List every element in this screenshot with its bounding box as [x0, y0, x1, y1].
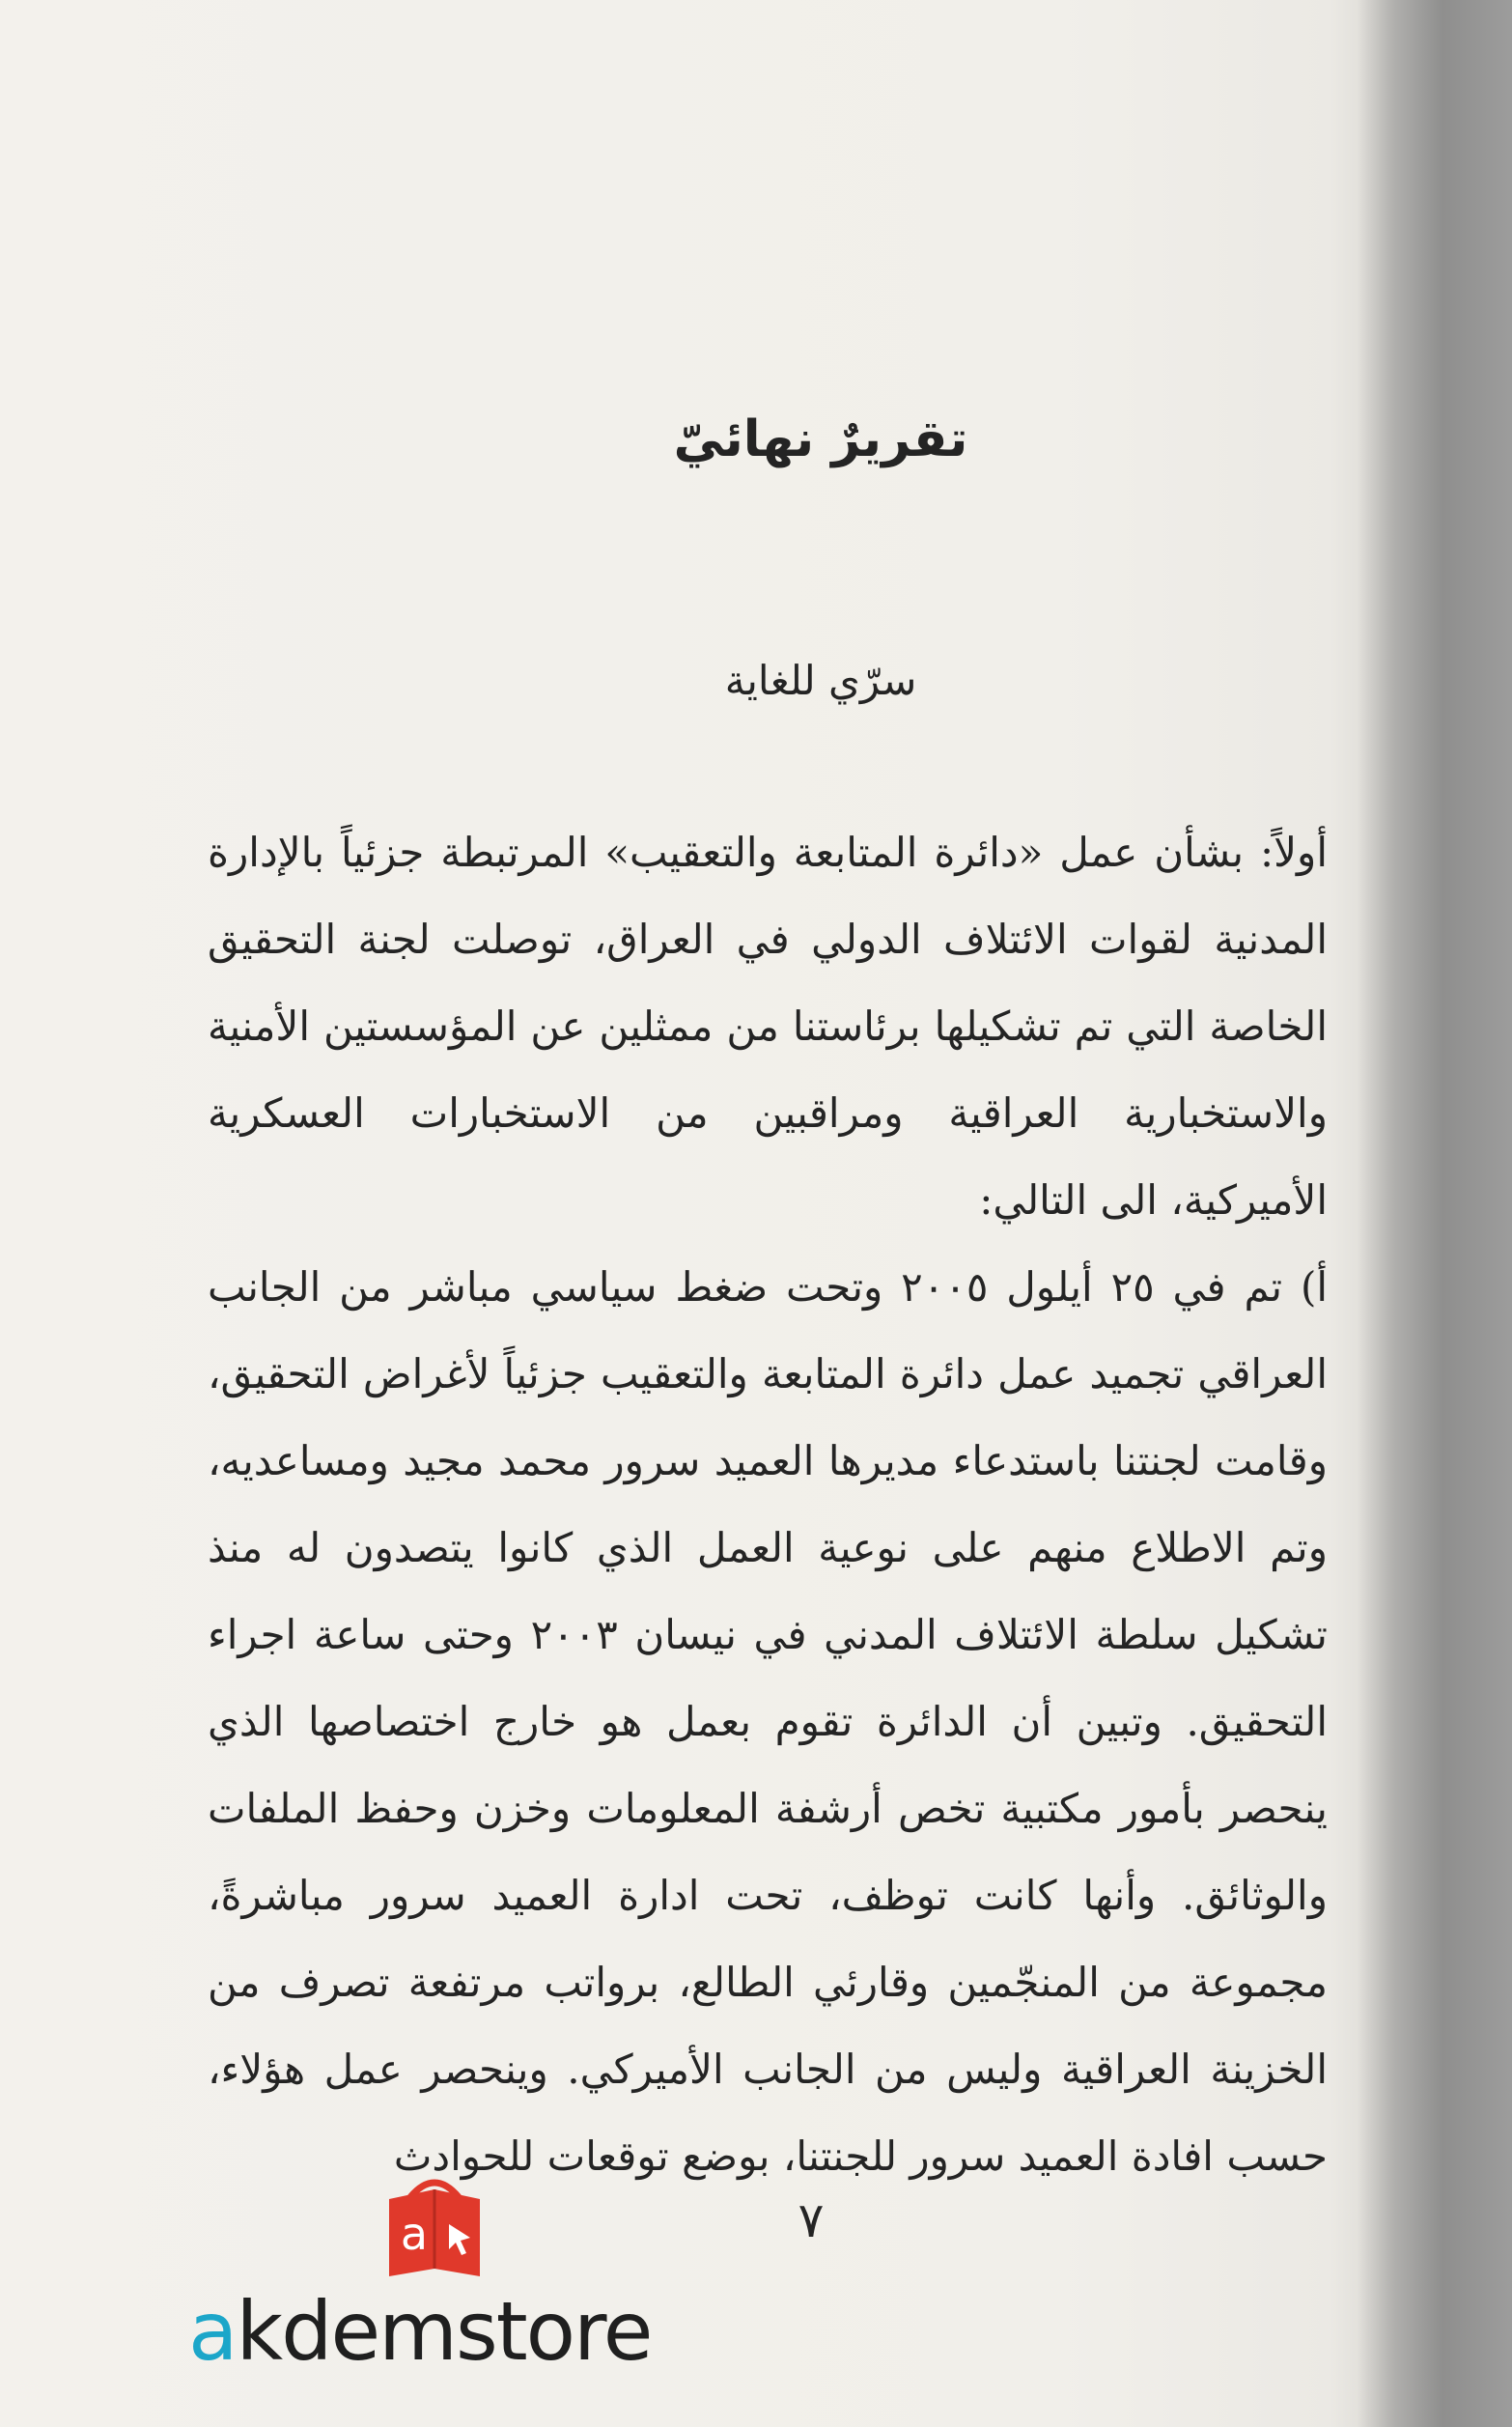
page-number: ٧: [798, 2192, 825, 2248]
store-logo: [188, 2168, 690, 2379]
logo-brand-rest: kdemstore: [236, 2284, 652, 2379]
book-spine-shadow: [1358, 0, 1512, 2427]
shopping-bag-icon: [381, 2168, 488, 2284]
classification-label: سرّي للغاية: [724, 657, 917, 704]
body-text: [208, 809, 1328, 2200]
store-logo-text: [188, 2284, 651, 2379]
page-title: تقريرٌ نهائيّ: [673, 410, 968, 468]
svg-text:a: a: [400, 2208, 429, 2260]
paragraph-1: أولاً: بشأن عمل «دائرة المتابعة والتعقيب» المرتبطة جزئياً بالإدارة المدنية لقوات الائتلاف الدولي في العراق، توصلت لجنة التحقيق الخاصة التي تم تشكيلها برئاستنا من ممثلين عن المؤسستين الأمنية والاستخبارية العراقية ومراقبين من الاستخبارات العسكرية الأميركية، الى التالي:: [208, 829, 1328, 1224]
logo-letter-a: a: [188, 2284, 237, 2379]
paragraph-2: أ) تم في ٢٥ أيلول ٢٠٠٥ وتحت ضغط سياسي مباشر من الجانب العراقي تجميد عمل دائرة المتابعة والتعقيب جزئياً لأغراض التحقيق، وقامت لجنتنا باستدعاء مديرها العميد سرور محمد مجيد ومساعديه، وتم الاطلاع منهم على نوعية العمل الذي كانوا يتصدون له منذ تشكيل سلطة الائتلاف المدني في نيسان ٢٠٠٣ وحتى ساعة اجراء التحقيق. وتبين أن الدائرة تقوم بعمل هو خارج اختصاصها الذي ينحصر بأمور مكتبية تخص أرشفة المعلومات وخزن وحفظ الملفات والوثائق. وأنها كانت توظف، تحت ادارة العميد سرور مباشرةً، مجموعة من المنجّمين وقارئي الطالع، برواتب مرتفعة تصرف من الخزينة العراقية وليس من الجانب الأميركي. وينحصر عمل هؤلاء، حسب افادة العميد سرور للجنتنا، بوضع توقعات للحوادث: [208, 1263, 1328, 2180]
